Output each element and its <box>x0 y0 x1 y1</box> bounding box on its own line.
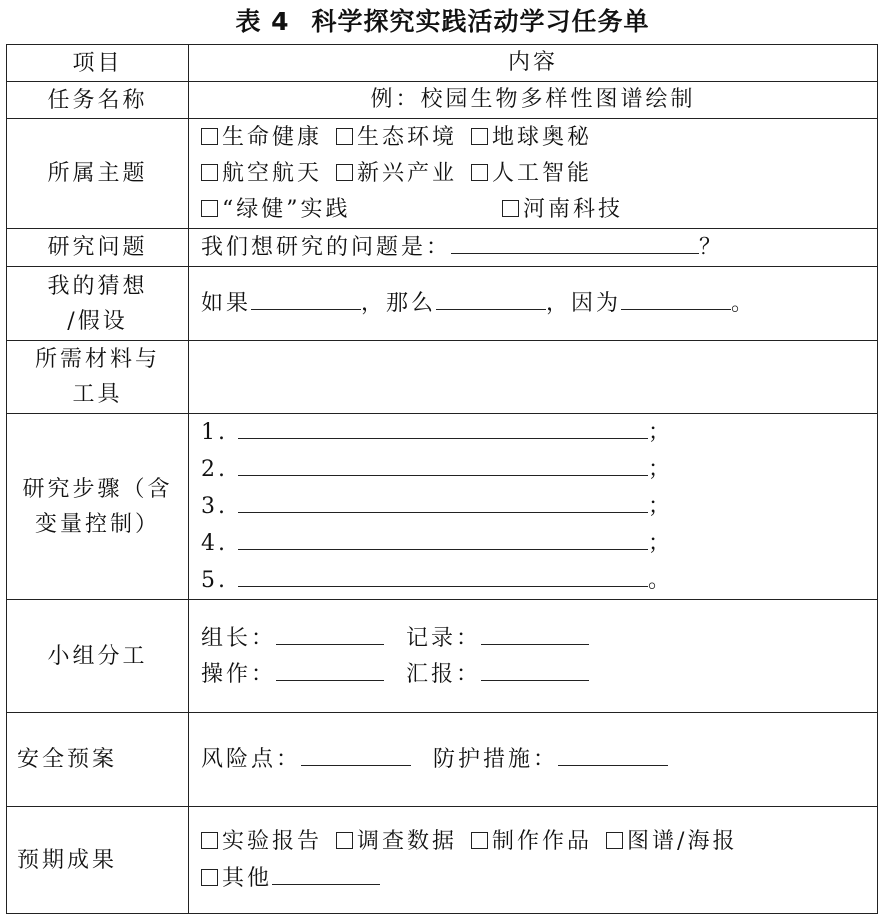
outcome-option-data[interactable]: 调查数据 <box>336 824 457 860</box>
checkbox-icon[interactable] <box>336 164 353 181</box>
outcome-option-artwork[interactable]: 制作作品 <box>471 824 592 860</box>
step-blank[interactable] <box>238 414 648 439</box>
operator-blank[interactable] <box>276 656 384 681</box>
recorder-blank[interactable] <box>481 620 589 645</box>
steps-row <box>7 414 878 600</box>
task-name-row <box>7 82 878 119</box>
checkbox-icon[interactable] <box>201 200 218 217</box>
checkbox-icon[interactable] <box>201 832 218 849</box>
step-blank[interactable] <box>238 525 648 550</box>
theme-option-aerospace[interactable]: 航空航天 <box>201 156 322 192</box>
theme-option-green-health[interactable]: “绿健”实践 <box>201 192 491 228</box>
hypothesis-content: 如果 ，那么 ，因为 。 <box>189 267 878 341</box>
header-content: 内容 <box>189 45 878 82</box>
step-blank[interactable] <box>238 562 648 587</box>
risk-blank[interactable] <box>301 741 411 766</box>
outcomes-row <box>7 807 878 914</box>
theme-options <box>189 119 878 229</box>
safety-row <box>7 713 878 807</box>
theme-option-ai[interactable]: 人工智能 <box>471 156 592 192</box>
task-name-value: 例：校园生物多样性图谱绘制 <box>189 82 878 119</box>
materials-blank[interactable] <box>189 341 878 414</box>
hypothesis-then-blank[interactable] <box>436 285 546 310</box>
step-blank[interactable] <box>238 451 648 476</box>
step-item: 2. ； <box>201 451 877 488</box>
materials-label: 所需材料与 工具 <box>7 341 189 414</box>
step-item: 5. 。 <box>201 562 877 599</box>
outcome-option-poster[interactable]: 图谱/海报 <box>606 824 737 860</box>
question-label: 研究问题 <box>7 229 189 267</box>
theme-option-earth[interactable]: 地球奥秘 <box>471 120 592 156</box>
reporter-blank[interactable] <box>481 656 589 681</box>
safety-label: 安全预案 <box>7 713 189 807</box>
safety-content: 风险点： 防护措施： <box>189 713 878 807</box>
hypothesis-label: 我的猜想 /假设 <box>7 267 189 341</box>
hypothesis-because-blank[interactable] <box>621 285 731 310</box>
checkbox-icon[interactable] <box>502 200 519 217</box>
checkbox-icon[interactable] <box>471 128 488 145</box>
theme-row <box>7 119 878 229</box>
checkbox-icon[interactable] <box>336 128 353 145</box>
steps-content <box>189 414 878 600</box>
checkbox-icon[interactable] <box>606 832 623 849</box>
checkbox-icon[interactable] <box>471 832 488 849</box>
checkbox-icon[interactable] <box>201 869 218 886</box>
leader-blank[interactable] <box>276 620 384 645</box>
theme-label: 所属主题 <box>7 119 189 229</box>
division-label: 小组分工 <box>7 600 189 713</box>
theme-option-life-health[interactable]: 生命健康 <box>201 120 322 156</box>
question-content: 我们想研究的问题是： ？ <box>189 229 878 267</box>
outcomes-content <box>189 807 878 914</box>
task-name-label: 任务名称 <box>7 82 189 119</box>
outcome-option-report[interactable]: 实验报告 <box>201 824 322 860</box>
theme-option-emerging-industry[interactable]: 新兴产业 <box>336 156 457 192</box>
table-number: 表 4 <box>235 7 290 36</box>
steps-label: 研究步骤（含 变量控制） <box>7 414 189 600</box>
step-item: 1. ； <box>201 414 877 451</box>
checkbox-icon[interactable] <box>471 164 488 181</box>
other-blank[interactable] <box>272 860 380 885</box>
table-title: 科学探究实践活动学习任务单 <box>311 7 650 36</box>
division-row <box>7 600 878 713</box>
step-item: 4. ； <box>201 525 877 562</box>
outcome-option-other[interactable]: 其他 <box>201 860 380 897</box>
theme-option-henan-tech[interactable]: 河南科技 <box>502 192 623 228</box>
materials-row <box>7 341 878 414</box>
question-row <box>7 229 878 267</box>
header-item: 项目 <box>7 45 189 82</box>
checkbox-icon[interactable] <box>336 832 353 849</box>
question-blank[interactable] <box>451 229 699 254</box>
theme-option-ecology[interactable]: 生态环境 <box>336 120 457 156</box>
hypothesis-if-blank[interactable] <box>251 285 361 310</box>
table-header-row <box>7 45 878 82</box>
document-title <box>0 4 885 40</box>
outcomes-label: 预期成果 <box>7 807 189 914</box>
checkbox-icon[interactable] <box>201 164 218 181</box>
checkbox-icon[interactable] <box>201 128 218 145</box>
step-item: 3. ； <box>201 488 877 525</box>
task-sheet-table <box>6 44 878 914</box>
division-content: 组长： 记录： 操作： 汇报： <box>189 600 878 713</box>
hypothesis-row <box>7 267 878 341</box>
step-blank[interactable] <box>238 488 648 513</box>
protection-blank[interactable] <box>558 741 668 766</box>
